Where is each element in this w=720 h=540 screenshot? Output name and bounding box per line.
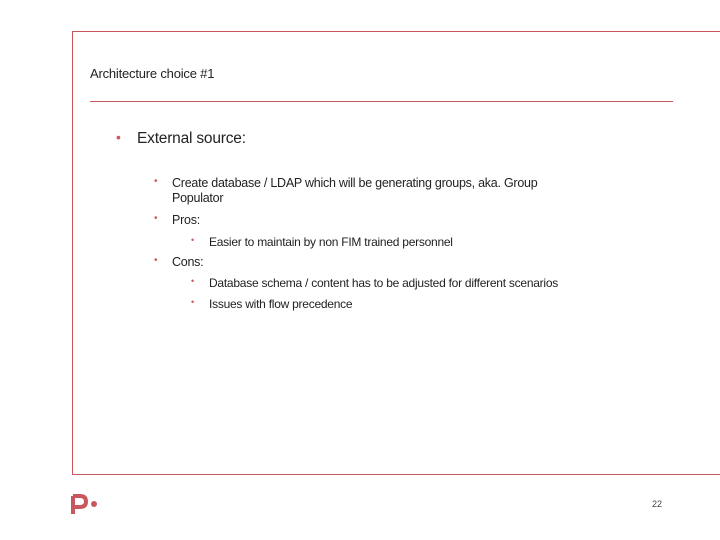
bullet-icon: • <box>116 129 121 145</box>
bullet-cons-item: Database schema / content has to be adjusted for different scenarios <box>209 276 558 290</box>
bullet-icon: • <box>154 213 158 224</box>
company-logo <box>70 490 100 516</box>
title-divider <box>90 101 673 102</box>
bullet-icon: • <box>191 297 195 307</box>
bullet-external-source: External source: <box>137 130 246 147</box>
bullet-cons-item: Issues with flow precedence <box>209 297 353 311</box>
bullet-icon: • <box>191 235 195 245</box>
bullet-icon: • <box>154 255 158 266</box>
bullet-icon: • <box>154 176 158 187</box>
slide-frame <box>72 31 720 475</box>
page-number: 22 <box>652 499 663 509</box>
bullet-pros-item: Easier to maintain by non FIM trained personnel <box>209 235 453 249</box>
bullet-cons-label: Cons: <box>172 255 204 269</box>
bullet-create-database-line1: Create database / LDAP which will be generating groups, aka. Group <box>172 176 538 190</box>
bullet-icon: • <box>191 276 195 286</box>
bullet-create-database-line2: Populator <box>172 191 224 205</box>
bullet-pros-label: Pros: <box>172 213 200 227</box>
slide-title: Architecture choice #1 <box>90 66 215 81</box>
